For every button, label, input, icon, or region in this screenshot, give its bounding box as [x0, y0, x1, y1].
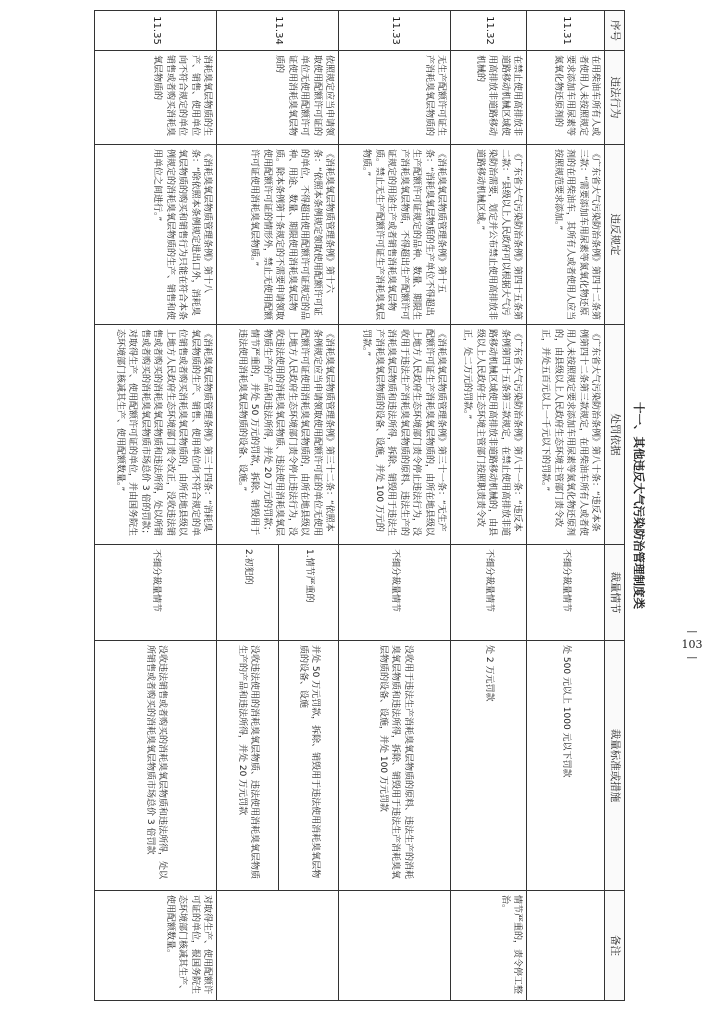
section-title: 十一、其他违反大气污染防治管理制度类	[632, 402, 647, 610]
penalty-table	[95, 10, 654, 1001]
row-note	[527, 891, 605, 1001]
row-note	[217, 891, 339, 1001]
row-circumstance-severe: 1.情节严重的	[279, 545, 339, 641]
row-violated: 《广东省大气污染防治条例》第四十五条第二款：“县级以上人民政府可以根据大气污染防治需要，划定并公布禁止使用高排放非道路移动机械区域。”	[451, 145, 527, 325]
row-standard: 没收违法销售或者购买的消耗臭氧层物质和违法所得，处以所销售或者购买的消耗臭氧层物质市场总价 3 倍罚款	[95, 641, 217, 891]
header-note: 备注	[605, 891, 625, 1001]
row-circumstance: 不细分裁量情节	[527, 545, 605, 641]
row-standard-severe: 并处 50 万元罚款，拆除、销毁用于违法使用消耗臭氧层物质的设备、设施	[279, 641, 339, 891]
row-basis: 《消耗臭氧层物质管理条例》第三十二条：“依照本条例规定应当申请领取使用配额许可证的单位无使用配额许可证使用消耗臭氧层物质的，由所在地县级以上地方人民政府生态环境部门责令停止违法行为，没收违法使用的消耗臭氧层物质、违法使用消耗臭氧层物质生产的产品和违法所得，并处 20 万元的罚款；情节严重的，并处 50 万元的罚款，拆除、销毁用于违法使用消耗臭氧层物质的设备、设施。”	[217, 325, 339, 545]
table-row	[527, 11, 605, 1001]
row-circumstance: 不细分裁量情节	[339, 545, 451, 641]
row-standard-first: 没收违法使用的消耗臭氧层物质、违法使用消耗臭氧层物质生产的产品和违法所得，并处 20 万元罚款	[217, 641, 279, 891]
row-note: 情节严重的，责令停工整治。	[451, 891, 527, 1001]
row-violated: 《消耗臭氧层物质管理条例》第十六条：“依照本条例规定领取使用配额许可证的单位，不得超出使用配额许可证规定的品种、用途、数量、期限使用消耗臭氧层物质。除本条例第十条规定的不需要申请领取使用配额许可证的情形外，禁止无使用配额许可证使用消耗臭氧层物质。”	[217, 145, 339, 325]
header-row	[605, 11, 625, 1001]
row-basis: 《广东省大气污染防治条例》第八十一条：“违反本条例第四十五条第三款规定，在禁止使用高排放非道路移动机械区域使用高排放非道路移动机械的，由县级以上人民政府生态环境主管部门按照职责责令改正，处二万元的罚款。”	[451, 325, 527, 545]
table-row	[95, 11, 217, 1001]
row-seq: 11.31	[527, 11, 605, 51]
row-note: 对取得生产、使用配额许可证的单位，报国务院生态环境部门核减其生产、使用配额数量。	[95, 891, 217, 1001]
table-row	[279, 11, 339, 1001]
row-basis: 《消耗臭氧层物质管理条例》第三十四条：“消耗臭氧层物质的生产、销售、使用单位向不符合规定的单位销售或者购买消耗臭氧层物质的，由所在地县级以上地方人民政府生态环境部门责令改正，没收违法销售或者购买的消耗臭氧层物质和违法所得，处以所销售或者购买的消耗臭氧层物质市场总价 3 倍的罚款；对取得生产、使用配额许可证的单位，并由国务院生态环境部门核减其生产、使用配额数量。”	[95, 325, 217, 545]
row-violated: 《广东省大气污染防治条例》第四十二条第三款：“需要添加车用尿素等氮氧化物还原剂的在用柴油车，其所有人或者使用人应当按照规范要求添加。”	[527, 145, 605, 325]
row-standard: 没收用于违法生产消耗臭氧层物质的原料、违法生产的消耗臭氧层物质和违法所得，拆除、销毁用于违法生产消耗臭氧层物质的设备、设施，并处 100 万元罚款	[339, 641, 451, 891]
row-seq: 11.33	[339, 11, 451, 51]
row-seq: 11.34	[217, 11, 339, 51]
row-seq: 11.32	[451, 11, 527, 51]
row-act: 依照规定应当申请领取使用配额许可证的单位无使用配额许可证使用消耗臭氧层物质的	[217, 51, 339, 145]
header-act: 违法行为	[605, 51, 625, 145]
row-violated: 《消耗臭氧层物质管理条例》第十八条：“除依照本条例规定进出口外，消耗臭氧层物质的购买和销售行为只能在符合本条例规定的消耗臭氧层物质的生产、销售和使用单位之间进行。”	[95, 145, 217, 325]
row-act: 在用柴油车所有人或者使用人未按照规定要求添加车用尿素等氮氧化物还原剂的	[527, 51, 605, 145]
row-standard: 处 2 万元罚款	[451, 641, 527, 891]
header-violated: 违反规定	[605, 145, 625, 325]
row-act: 在禁止使用高排放非道路移动机械区域使用高排放非道路移动机械的	[451, 51, 527, 145]
row-circumstance: 不细分裁量情节	[95, 545, 217, 641]
row-basis: 《消耗臭氧层物质管理条例》第三十一条：“无生产配额许可证生产消耗臭氧层物质的，由所在地县级以上地方人民政府生态环境部门责令停止违法行为，没收用于违法生产消耗臭氧层物质的原料、违法生产的消耗臭氧层物质和违法所得，拆除、销毁用于违法生产消耗臭氧层物质的设备、设施，并处 100 万元的罚款。”	[339, 325, 451, 545]
row-act: 消耗臭氧层物质的生产、销售、使用单位向不符合规定的单位销售或者购买消耗臭氧层物质的	[95, 51, 217, 145]
page-number: — 103 —	[681, 625, 703, 664]
row-circumstance-first: 2.初犯的	[217, 545, 279, 641]
row-seq: 11.35	[95, 11, 217, 51]
header-circumstance: 裁量情节	[605, 545, 625, 641]
row-note	[339, 891, 451, 1001]
row-act: 无生产配额许可证生产消耗臭氧层物质的	[339, 51, 451, 145]
table-row	[451, 11, 527, 1001]
header-standard: 裁量标准或措施	[605, 641, 625, 891]
table-row	[339, 11, 451, 1001]
header-seq: 序号	[605, 11, 625, 51]
header-basis: 处罚依据	[605, 325, 625, 545]
row-standard: 处 500 元以上 1000 元以下罚款	[527, 641, 605, 891]
row-basis: 《广东省大气污染防治条例》第八十条：“违反本条例第四十二条第三款规定，在用柴油车所有人或者使用人未按照规定要求添加车用尿素等氮氧化物还原剂的，由县级以上人民政府生态环境主管部门责令改正，并处五百元以上一千元以下的罚款。”	[527, 325, 605, 545]
row-violated: 《消耗臭氧层物质管理条例》第十五条：“消耗臭氧层物质的生产单位不得超出生产配额许可证规定的品种、数量、期限生产消耗臭氧层物质，不得超出生产配额许可证规定的用途生产或者销售消耗臭氧层物质。禁止无生产配额许可证生产消耗臭氧层物质。”	[339, 145, 451, 325]
rotated-table-wrapper	[25, 10, 653, 1000]
row-circumstance: 不细分裁量情节	[451, 545, 527, 641]
